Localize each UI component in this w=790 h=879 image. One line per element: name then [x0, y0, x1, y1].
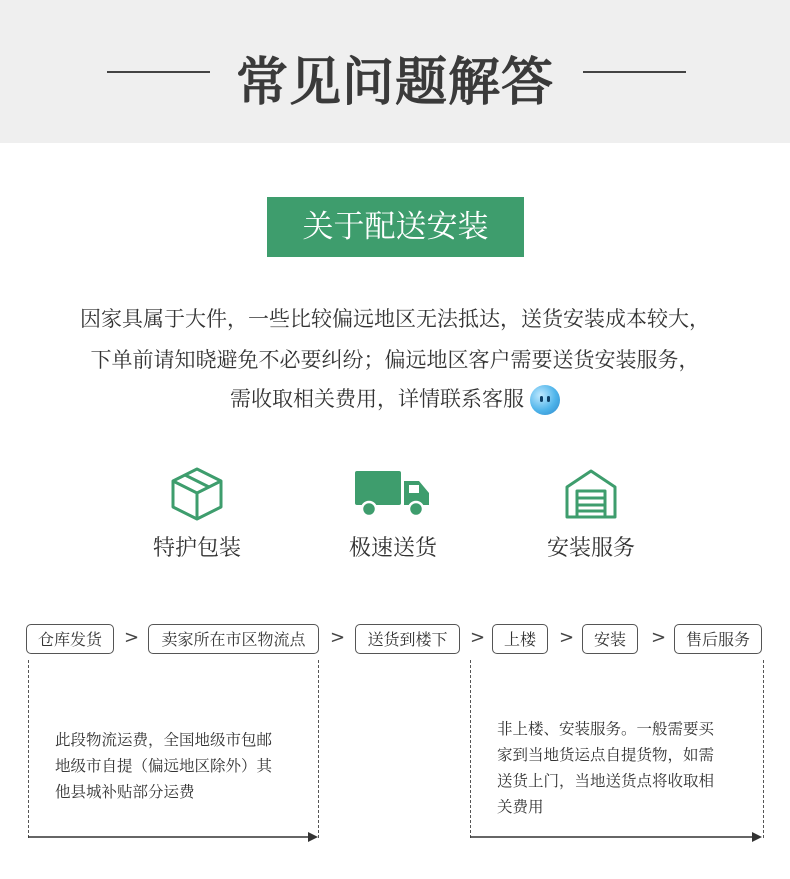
feature-label: 安装服务 — [546, 536, 635, 561]
note-left — [55, 727, 272, 805]
note-left-line: 地级市自提（偏远地区除外）其 — [55, 757, 273, 775]
paragraph-line-3 — [40, 383, 750, 415]
flow-arrow: > — [559, 627, 575, 648]
flow-step-downstairs: 送货到楼下 — [355, 624, 460, 654]
flow-step-install: 安装 — [582, 624, 638, 654]
flow-arrow: > — [330, 627, 346, 648]
guide-dashed-line — [318, 660, 319, 838]
page-header — [0, 0, 790, 143]
paragraph-line-2: 下单前请知晓避免不必要纠纷；偏远地区客户需要送货安装服务， — [90, 348, 700, 372]
paragraph-line-1: 因家具属于大件，一些比较偏远地区无法抵达，送货安装成本较大， — [80, 307, 710, 331]
paragraph-line-3-text: 需收取相关费用，详情联系客服 — [230, 387, 524, 411]
flow-step-warehouse: 仓库发货 — [26, 624, 114, 654]
flow-step-upstairs: 上楼 — [492, 624, 548, 654]
flow-arrow: > — [651, 627, 667, 648]
note-right-line: 关费用 — [497, 798, 544, 816]
section-badge: 关于配送安装 — [267, 197, 524, 257]
delivery-truck-icon — [353, 465, 433, 521]
feature-label: 极速送货 — [348, 536, 437, 561]
note-right-line: 非上楼、安装服务。一般需要买 — [497, 720, 715, 738]
note-left-line: 他县城补贴部分运费 — [55, 783, 195, 801]
warehouse-icon — [563, 465, 619, 521]
flow-step-after-sales: 售后服务 — [674, 624, 762, 654]
guide-dashed-line — [763, 660, 764, 838]
package-box-icon — [169, 465, 225, 521]
feature-label: 特护包装 — [152, 536, 241, 561]
feature-installation — [511, 465, 671, 562]
page-title: 常见问题解答 — [235, 53, 554, 113]
note-right — [497, 716, 714, 820]
note-left-line: 此段物流运费，全国地级市包邮 — [55, 731, 273, 749]
guide-dashed-line — [28, 660, 29, 838]
range-arrow-right — [470, 830, 766, 844]
header-divider-right — [583, 71, 686, 73]
guide-dashed-line — [470, 660, 471, 838]
flow-step-seller-logistics: 卖家所在市区物流点 — [148, 624, 319, 654]
feature-packaging — [117, 465, 277, 562]
note-right-line: 送货上门，当地送货点将收取相 — [497, 772, 715, 790]
flow-arrow: > — [470, 627, 486, 648]
customer-service-emoji-icon — [530, 385, 560, 415]
flow-arrow: > — [124, 627, 140, 648]
range-arrow-left — [28, 830, 320, 844]
feature-delivery — [313, 465, 473, 562]
note-right-line: 家到当地货运点自提货物，如需 — [497, 746, 715, 764]
